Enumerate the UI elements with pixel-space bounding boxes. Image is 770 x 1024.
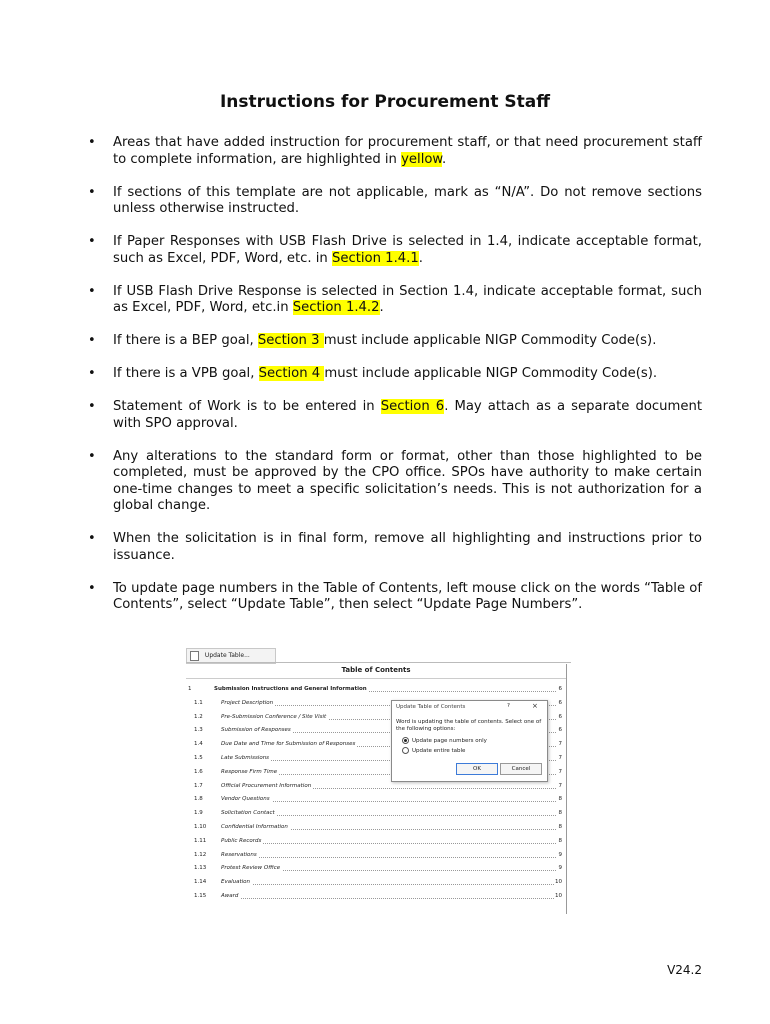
toc-number: 1.7: [194, 782, 203, 789]
bullet-icon: •: [88, 234, 96, 249]
toc-number: 1.12: [194, 851, 207, 858]
toc-entry: [186, 863, 564, 873]
instruction-item: [88, 366, 702, 383]
toc-number: 1.6: [194, 768, 203, 775]
highlighted-text: yellow: [401, 151, 442, 167]
toc-page: 6: [558, 686, 562, 692]
toc-title: Table of Contents: [341, 666, 411, 674]
document-icon: [190, 651, 199, 661]
dot-leader: [221, 843, 556, 844]
toc-screenshot-image: [186, 648, 571, 914]
toc-entry: [186, 808, 564, 818]
instruction-item: [88, 284, 702, 317]
dot-leader: [221, 857, 556, 858]
dot-leader: [221, 898, 556, 899]
toc-number: 1.10: [194, 824, 207, 830]
toc-text: Late Submissions: [221, 755, 270, 761]
toc-page: 10: [555, 893, 562, 899]
instruction-text: Any alterations to the standard form or format, other than those highlighted to be completed, must be approved by the CPO office. SPOs have authority to make certain one-time changes to meet a specific solicitation’s needs. This is not authorization for a global change.: [113, 448, 702, 513]
toc-text: Confidential Information: [221, 824, 288, 830]
toc-text: Solicitation Contact: [221, 810, 275, 817]
instruction-item: [88, 185, 702, 218]
close-icon: ×: [532, 702, 538, 710]
instruction-text: must include applicable NIGP Commodity Code(s).: [323, 333, 657, 348]
radio-selected-icon: [402, 737, 409, 744]
divider: [186, 662, 571, 663]
dot-leader: [221, 884, 556, 885]
instruction-text: If there is a BEP goal,: [113, 333, 258, 348]
instruction-item: [88, 449, 702, 515]
toc-number: 1.13: [194, 865, 207, 872]
toc-text: Reservations: [221, 851, 257, 858]
toc-text: Vendor Questions: [221, 796, 270, 803]
toc-entry: [186, 684, 564, 694]
dialog-title: Update Table of Contents: [396, 704, 466, 710]
toc-entry: [186, 836, 564, 846]
bullet-icon: •: [88, 283, 96, 299]
dialog-message: Word is updating the table of contents. Select one of the following options:: [396, 719, 542, 732]
toc-number: 1.15: [194, 893, 207, 899]
toc-entry: [186, 877, 564, 887]
toc-entry: [186, 822, 564, 832]
highlighted-text: Section 1.4.1: [331, 250, 419, 266]
bullet-icon: •: [88, 366, 96, 381]
instruction-text: If Paper Responses with USB Flash Drive is selected in 1.4, indicate acceptable format, such as Excel, PDF, Word, etc. in: [113, 234, 702, 266]
toc-text: Official Procurement Information: [221, 782, 312, 789]
toc-page: 7: [558, 741, 562, 748]
highlighted-text: Section 1.4.2: [292, 300, 380, 315]
toc-entry: [186, 891, 564, 901]
toc-number: 1.2: [194, 713, 203, 720]
bullet-icon: •: [88, 184, 96, 200]
help-icon: ?: [507, 703, 510, 709]
toc-page: 8: [558, 810, 562, 817]
instruction-text: When the solicitation is in final form, remove all highlighting and instructions prior to issuance.: [113, 531, 702, 563]
toc-entry: [186, 850, 564, 860]
toc-text: Award: [221, 893, 239, 899]
toc-page: 7: [558, 768, 562, 775]
option-label: Update entire table: [412, 748, 466, 754]
instruction-text: Statement of Work is to be entered in: [113, 399, 381, 414]
toc-page: 7: [558, 782, 562, 789]
instruction-text: must include applicable NIGP Commodity Code(s).: [324, 366, 658, 381]
bullet-icon: •: [88, 448, 96, 464]
version-label: V24.2: [667, 963, 702, 977]
instruction-text: If USB Flash Drive Response is selected in Section 1.4, indicate acceptable format, such as Excel, PDF, Word, etc.in: [113, 283, 702, 315]
page-edge: [566, 664, 567, 914]
bullet-icon: •: [88, 399, 96, 414]
toc-text: Pre-Submission Conference / Site Visit: [221, 713, 327, 720]
toc-page: 6: [558, 699, 562, 706]
toc-number: 1: [188, 686, 192, 692]
toc-text: Evaluation: [221, 879, 251, 886]
instruction-item: [88, 333, 702, 350]
toc-page: 9: [558, 851, 562, 858]
toc-entry: [186, 781, 564, 791]
toc-entry: [186, 794, 564, 804]
toc-page: 10: [555, 879, 562, 886]
toc-rule: [186, 678, 566, 679]
highlighted-text: Section 6: [380, 399, 445, 414]
toc-page: 7: [558, 755, 562, 761]
instruction-text: Areas that have added instruction for procurement staff, or that need procurement staff to complete information, are highlighted in: [113, 135, 702, 167]
bullet-icon: •: [88, 531, 96, 546]
instruction-item: [88, 234, 702, 267]
cancel-button: Cancel: [500, 763, 542, 775]
highlighted-text: Section 3: [257, 333, 324, 348]
toc-page: 8: [558, 796, 562, 803]
toc-text: Response Firm Time: [221, 768, 278, 775]
highlighted-text: Section 4: [258, 366, 325, 381]
option-label: Update page numbers only: [412, 738, 487, 744]
instruction-item: [88, 531, 702, 564]
instruction-item: [88, 135, 702, 168]
option-entire-table: [402, 747, 465, 754]
toc-number: 1.8: [194, 796, 203, 803]
toc-page: 6: [558, 713, 562, 720]
toc-number: 1.9: [194, 810, 203, 817]
instruction-text: .: [379, 300, 384, 315]
instruction-item: [88, 581, 702, 614]
instruction-text: . May attach as a separate document with SPO approval.: [113, 399, 702, 431]
page-title: Instructions for Procurement Staff: [219, 92, 550, 112]
toc-text: Protest Review Office: [221, 865, 281, 872]
toc-page: 9: [558, 865, 562, 872]
update-table-label: Update Table...: [204, 652, 250, 659]
radio-icon: [402, 747, 409, 754]
toc-number: 1.1: [194, 699, 203, 706]
bullet-icon: •: [88, 580, 96, 596]
instruction-text: If sections of this template are not applicable, mark as “N/A”. Do not remove sections unless otherwise instructed.: [113, 184, 702, 216]
toc-page: 8: [558, 824, 562, 830]
ok-button: OK: [456, 763, 498, 775]
toc-page: 8: [558, 837, 562, 844]
instruction-text: If there is a VPB goal,: [113, 366, 259, 381]
toc-text: Public Records: [221, 837, 262, 844]
toc-text: Submission Instructions and General Information: [214, 686, 367, 692]
toc-number: 1.4: [194, 741, 203, 748]
instruction-text: To update page numbers in the Table of Contents, left mouse click on the words “Table of Contents”, select “Update Table”, then select “Update Page Numbers”.: [113, 580, 702, 612]
bullet-icon: •: [88, 135, 96, 150]
toc-number: 1.3: [194, 727, 203, 734]
toc-text: Due Date and Time for Submission of Responses: [221, 741, 356, 748]
toc-number: 1.11: [194, 837, 207, 844]
instruction-text: .: [418, 250, 423, 266]
update-toc-dialog: [391, 700, 548, 782]
toc-page: 6: [558, 727, 562, 734]
instruction-item: [88, 399, 702, 432]
toc-number: 1.5: [194, 755, 203, 761]
toc-text: Project Description: [221, 699, 274, 706]
instruction-text: .: [442, 151, 447, 167]
option-page-numbers: [402, 737, 487, 744]
toc-number: 1.14: [194, 879, 207, 886]
toc-text: Submission of Responses: [221, 727, 291, 734]
instruction-list: [88, 135, 702, 630]
bullet-icon: •: [88, 333, 96, 348]
